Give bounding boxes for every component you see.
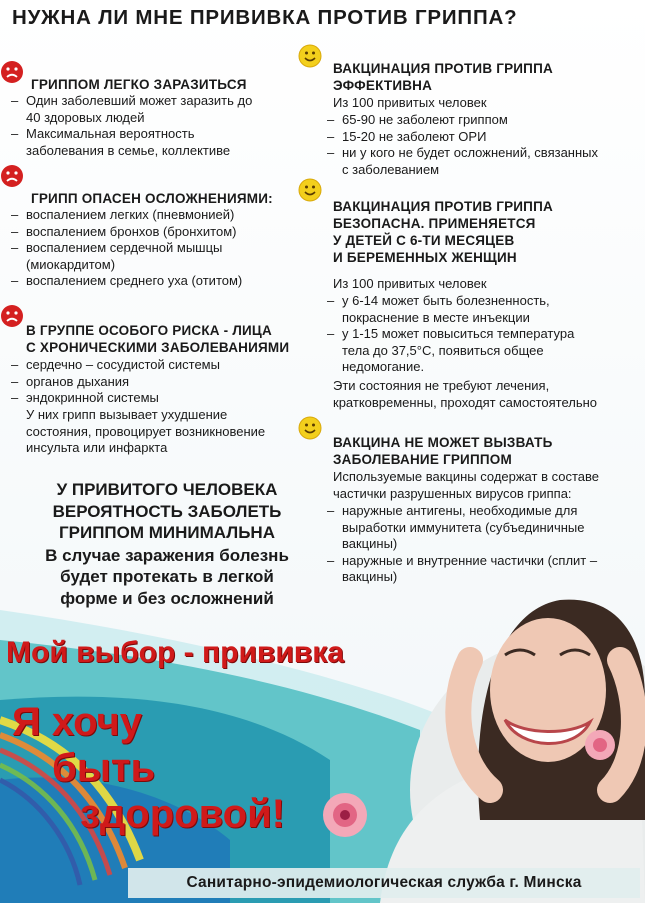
vaccinated-line-1: У ПРИВИТОГО ЧЕЛОВЕКА — [56, 480, 278, 499]
list-item: – 15-20 не заболеют ОРИ — [324, 129, 604, 146]
safe-intro: Из 100 привитых человек — [333, 276, 487, 291]
list-item: – сердечно – сосудистой системы — [8, 357, 278, 374]
smiley-face-icon — [298, 416, 322, 440]
vaccinated-line-3: ГРИППОМ МИНИМАЛЬНА — [59, 523, 275, 542]
complications-list — [8, 207, 273, 290]
sad-face-icon — [0, 164, 24, 188]
cannot-cause-list — [324, 503, 609, 586]
list-item: – воспалением среднего уха (отитом) — [8, 273, 273, 290]
vaccinated-line-2: ВЕРОЯТНОСТЬ ЗАБОЛЕТЬ — [52, 501, 282, 521]
risk-group-list — [8, 357, 278, 407]
page-title: НУЖНА ЛИ МНЕ ПРИВИВКА ПРОТИВ ГРИППА? — [12, 6, 518, 29]
vaccinated-line-6: форме и без осложнений — [60, 588, 274, 608]
list-item: – воспалением бронхов (бронхитом) — [8, 224, 273, 241]
effective-list — [324, 112, 604, 178]
section-heading-complications: ГРИПП ОПАСЕН ОСЛОЖНЕНИЯМИ: — [31, 191, 273, 206]
list-item: – эндокринной системы — [8, 390, 278, 407]
section-heading-safe-1: ВАКЦИНАЦИЯ ПРОТИВ ГРИППА — [333, 199, 553, 214]
want-line-3: здоровой! — [80, 792, 285, 836]
section-heading-cannot-cause-1: ВАКЦИНА НЕ МОЖЕТ ВЫЗВАТЬ — [333, 435, 553, 450]
list-item: – 65-90 не заболеют гриппом — [324, 112, 604, 129]
effective-intro: Из 100 привитых человек — [333, 95, 487, 110]
vaccinated-line-5: будет протекать в легкой — [60, 567, 274, 586]
section-heading-risk-group-1: В ГРУППЕ ОСОБОГО РИСКА - ЛИЦА — [26, 323, 272, 338]
list-item: – наружные и внутренние частички (сплит – вакцины) — [324, 553, 609, 586]
slogan: Мой выбор - прививка — [6, 636, 344, 669]
smiley-face-icon — [298, 178, 322, 202]
section-heading-cannot-cause-2: ЗАБОЛЕВАНИЕ ГРИППОМ — [333, 452, 512, 467]
section-heading-effective-2: ЭФФЕКТИВНА — [333, 78, 433, 93]
list-item: – воспалением легких (пневмонией) — [8, 207, 273, 224]
section-heading-safe-3: У ДЕТЕЙ С 6-ТИ МЕСЯЦЕВ — [333, 233, 515, 248]
section-heading-effective-1: ВАКЦИНАЦИЯ ПРОТИВ ГРИППА — [333, 61, 553, 76]
vaccinated-block — [22, 479, 312, 609]
list-item: – у 6-14 может быть болезненность, покраснение в месте инъекции — [324, 293, 604, 326]
section-heading-risk-group-2: С ХРОНИЧЕСКИМИ ЗАБОЛЕВАНИЯМИ — [26, 340, 290, 355]
list-item: – наружные антигены, необходимые для выработки иммунитета (субъединичные вакцины) — [324, 503, 609, 553]
section-heading-safe-4: И БЕРЕМЕННЫХ ЖЕНЩИН — [333, 250, 517, 265]
safe-list — [324, 293, 604, 376]
list-item: – Один заболевший может заразить до 40 здоровых людей — [8, 93, 268, 126]
list-item: – воспалением сердечной мышцы (миокардитом) — [8, 240, 273, 273]
want-line-1: Я хочу — [12, 700, 143, 744]
safe-note: Эти состояния не требуют лечения, кратковременны, проходят самостоятельно — [333, 378, 598, 410]
sad-face-icon — [0, 304, 24, 328]
sad-face-icon — [0, 60, 24, 84]
footer-organization: Санитарно-эпидемиологическая служба г. Минска — [128, 868, 640, 898]
want-line-2: быть — [52, 746, 156, 790]
list-item: – Максимальная вероятность заболевания в семье, коллективе — [8, 126, 268, 159]
list-item: – у 1-15 может повыситься температура тела до 37,5°С, появиться общее недомогание. — [324, 326, 604, 376]
section-heading-contagious: ГРИППОМ ЛЕГКО ЗАРАЗИТЬСЯ — [31, 77, 247, 92]
list-item: – ни у кого не будет осложнений, связанных с заболеванием — [324, 145, 604, 178]
flower-left — [323, 793, 367, 837]
cannot-cause-intro: Используемые вакцины содержат в составе частички разрушенных вирусов гриппа: — [333, 469, 599, 501]
contagious-list — [8, 93, 268, 159]
list-item: – органов дыхания — [8, 374, 278, 391]
vaccinated-line-4: В случае заражения болезнь — [45, 545, 289, 565]
smiley-face-icon — [298, 44, 322, 68]
risk-group-note: У них грипп вызывает ухудшение состояния, провоцирует возникновение инсульта или инфаркта — [26, 407, 266, 456]
flower-right — [585, 730, 615, 760]
section-heading-safe-2: БЕЗОПАСНА. ПРИМЕНЯЕТСЯ — [333, 216, 536, 231]
